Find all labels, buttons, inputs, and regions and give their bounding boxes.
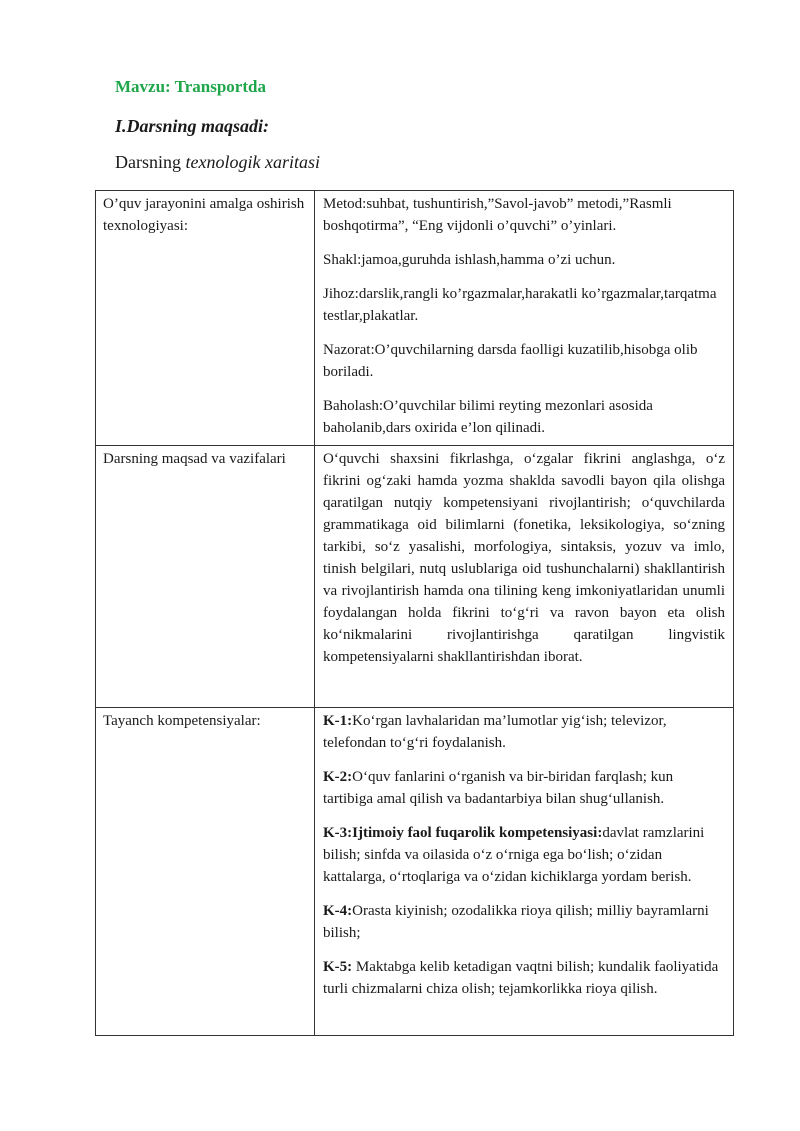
- table-row: [96, 708, 734, 1036]
- competency-item: [323, 822, 725, 888]
- row-content-technology: [315, 191, 734, 446]
- competency-text: Orasta kiyinish; ozodalikka rioya qilish; milliy bayramlarni bilish;: [323, 903, 709, 941]
- section-heading: I.Darsning maqsadi:: [115, 116, 270, 136]
- competency-item: [323, 956, 725, 1000]
- subheading-normal: Darsning: [115, 152, 186, 172]
- subheading: [115, 152, 320, 173]
- row-label-technology: O’quv jarayonini amalga oshirish texnologiyasi:: [96, 191, 315, 446]
- technology-map-table: [95, 190, 734, 1036]
- row-label-goals: Darsning maqsad va vazifalari: [96, 446, 315, 708]
- method-paragraph: Metod:suhbat, tushuntirish,”Savol-javob” metodi,”Rasmli boshqotirma”, “Eng vijdonli o’quvchi” o’yinlari.: [323, 196, 672, 234]
- competency-item: [323, 710, 725, 754]
- table-row: [96, 191, 734, 446]
- row-label-competencies: Tayanch kompetensiyalar:: [96, 708, 315, 1036]
- equipment-paragraph: Jihoz:darslik,rangli ko’rgazmalar,harakatli ko’rgazmalar,tarqatma testlar,plakatlar.: [323, 286, 717, 324]
- lesson-topic: Mavzu: Transportda: [115, 77, 266, 96]
- row-content-competencies: [315, 708, 734, 1036]
- competency-code: K-5:: [323, 959, 353, 975]
- competency-item: [323, 766, 725, 810]
- competency-text: Maktabga kelib ketadigan vaqtni bilish; kundalik faoliyatida turli chizmalarni chiza olish; tejamkorlikka rioya qilish.: [323, 959, 719, 997]
- competency-text: O‘quv fanlarini o‘rganish va bir-biridan farqlash; kun tartibiga amal qilish va badantarbiya bilan shug‘ullanish.: [323, 769, 674, 807]
- competency-code: K-3:Ijtimoiy faol fuqarolik kompetensiyasi:: [323, 825, 603, 841]
- competency-code: K-1:: [323, 713, 353, 729]
- competency-text: davlat ramzlarini bilish; sinfda va oilasida o‘z o‘rniga ega bo‘lish; o‘zidan kattalarga, o‘rtoqlariga va o‘zidan kichiklarga yordam berish.: [323, 825, 705, 885]
- form-paragraph: Shakl:jamoa,guruhda ishlash,hamma o’zi uchun.: [323, 252, 616, 268]
- goals-paragraph: O‘quvchi shaxsini fikrlashga, o‘zgalar fikrini anglashga, o‘z fikrini og‘zaki hamda yozma shaklda savodli bayon qila olishga qaratilgan nutqiy kompetensiyani rivojlantirish; o‘quvchilarda grammatikaga oid bilimlarni (fonetika, leksikologiya, so‘zning tarkibi, so‘z yasalishi, morfologiya, sintaksis, yozuv va imlo, tinish belgilari, nutq uslublariga oid tushunchalarni) shakllantirish va rivojlantirish hamda ona tilining keng imkoniyatlaridan unumli foydalangan holda fikrini to‘g‘ri va ravon bayon eta olish ko‘nikmalarini rivojlantirishga qaratilgan lingvistik kompetensiyalarni shakllantirishdan iborat.: [323, 451, 725, 665]
- table-row: [96, 446, 734, 708]
- competency-code: K-4:: [323, 903, 353, 919]
- control-paragraph: Nazorat:O’quvchilarning darsda faolligi kuzatilib,hisobga olib boriladi.: [323, 342, 698, 380]
- subheading-italic: texnologik xaritasi: [185, 152, 320, 172]
- competency-code: K-2:: [323, 769, 353, 785]
- assessment-paragraph: Baholash:O’quvchilar bilimi reyting mezonlari asosida baholanib,dars oxirida e’lon qilinadi.: [323, 398, 653, 436]
- competency-text: Ko‘rgan lavhalaridan ma’lumotlar yig‘ish; televizor, telefondan to‘g‘ri foydalanish.: [323, 713, 667, 751]
- row-content-goals: [315, 446, 734, 708]
- competency-item: [323, 900, 725, 944]
